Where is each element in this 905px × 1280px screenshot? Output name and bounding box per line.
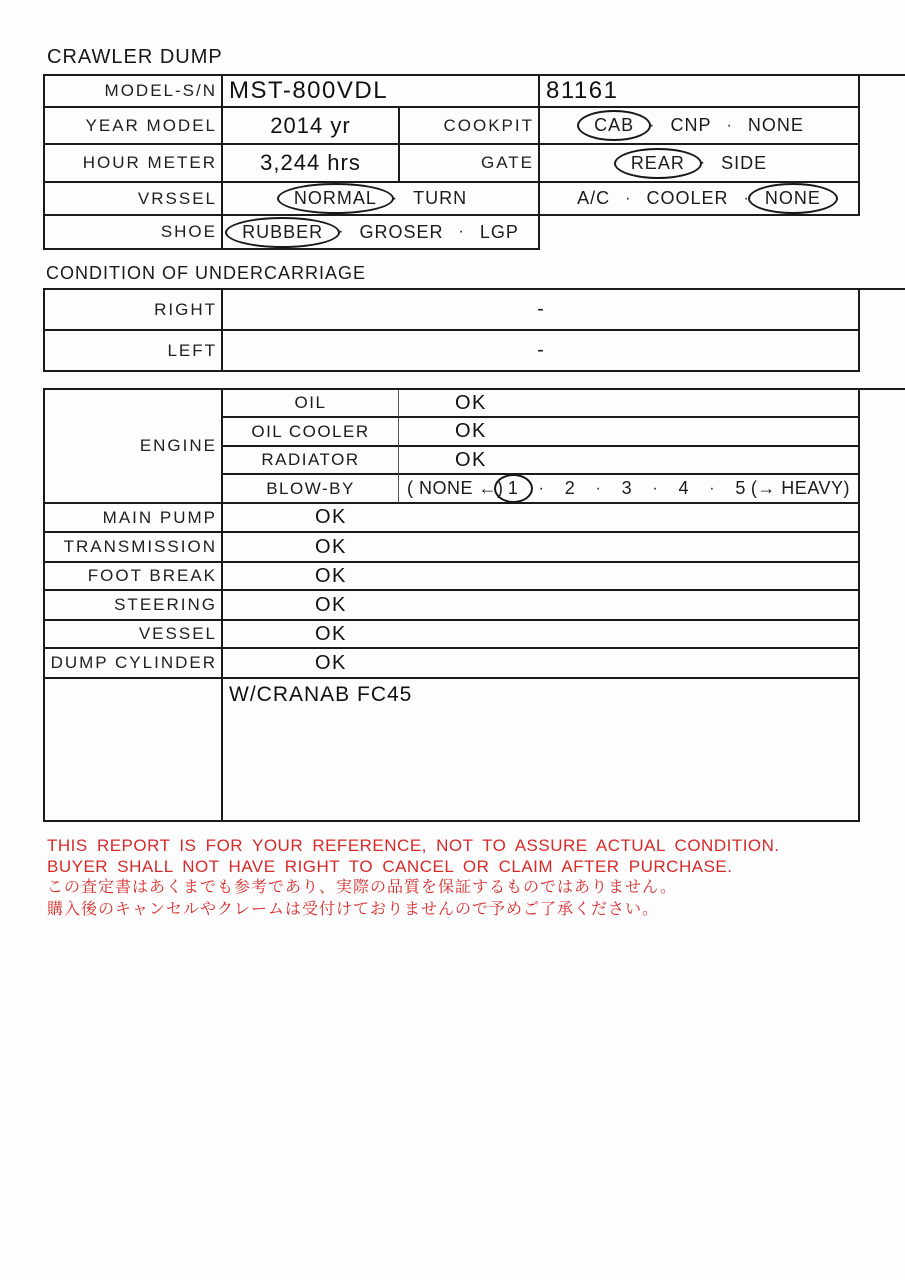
serial-value: 81161 [540, 76, 860, 108]
option-separator: · [652, 479, 659, 497]
undercarriage-right-value: - [223, 290, 860, 331]
remarks-label-cell [45, 679, 223, 822]
undercarriage-left-label: LEFT [45, 331, 223, 372]
inspection-table [43, 388, 905, 822]
option-groser: GROSER [359, 221, 444, 242]
blowby-scale [504, 478, 751, 499]
shoe-label: SHOE [45, 216, 223, 250]
blowby-cell [399, 475, 860, 504]
engine-oil-cooler-value: OK [399, 418, 860, 447]
foot-break-label: FOOT BREAK [45, 563, 223, 591]
vessel-label: VESSEL [45, 621, 223, 649]
option-turn: TURN [413, 188, 468, 208]
hour-meter-value: 3,244 hrs [223, 145, 400, 183]
page-title: CRAWLER DUMP [47, 46, 223, 68]
engine-oil-cooler-label: OIL COOLER [223, 418, 399, 447]
engine-blowby-label: BLOW-BY [223, 475, 399, 504]
option-4: 4 [678, 478, 690, 498]
steering-label: STEERING [45, 591, 223, 621]
option-separator: · [538, 479, 545, 497]
vessel-value: OK [223, 621, 860, 649]
foot-break-value: OK [223, 563, 860, 591]
blowby-none-label: ( NONE ←) [407, 478, 504, 498]
model-value: MST-800VDL [223, 76, 540, 108]
remarks-value: W/CRANAB FC45 [223, 679, 860, 822]
disclaimer-line-3: この査定書はあくまでも参考であり、実際の品質を保証するものではありません。 [47, 879, 677, 896]
vrssel-label: VRSSEL [45, 183, 223, 216]
engine-radiator-value: OK [399, 447, 860, 475]
main-pump-label: MAIN PUMP [45, 504, 223, 533]
option-separator: · [391, 189, 399, 207]
option-separator: · [709, 479, 716, 497]
option-cnp: CNP [670, 115, 712, 135]
undercarriage-right-label: RIGHT [45, 290, 223, 331]
option-separator: · [338, 223, 345, 240]
option-5: 5 [735, 478, 747, 498]
engine-radiator-label: RADIATOR [223, 447, 399, 475]
option-side: SIDE [721, 152, 768, 173]
option-separator: · [595, 479, 602, 497]
option-separator: · [743, 189, 750, 207]
cookpit-options [540, 108, 860, 145]
ac-options [540, 183, 860, 216]
engine-oil-value: OK [399, 390, 860, 418]
blowby-heavy-label: (→ HEAVY) [750, 478, 850, 498]
cookpit-label: COOKPIT [400, 108, 540, 145]
option-a-c: A/C [577, 188, 611, 208]
option-separator: · [649, 116, 656, 134]
option-rear: REAR [630, 152, 685, 173]
option-rubber: RUBBER [242, 221, 324, 242]
option-separator: · [625, 189, 632, 207]
year-value: 2014 yr [223, 108, 400, 145]
option-cab: CAB [594, 115, 635, 135]
dump-cylinder-value: OK [223, 649, 860, 679]
option-cooler: COOLER [646, 188, 729, 208]
dump-cylinder-label: DUMP CYLINDER [45, 649, 223, 679]
spec-table-cutout [540, 216, 860, 250]
option-none: NONE [764, 188, 821, 208]
undercarriage-table [43, 288, 905, 372]
model-sn-label: MODEL-S/N [45, 76, 223, 108]
undercarriage-left-value: - [223, 331, 860, 372]
engine-oil-label: OIL [223, 390, 399, 418]
option-none: NONE [747, 115, 804, 135]
transmission-value: OK [223, 533, 860, 563]
shoe-options [223, 216, 540, 250]
transmission-label: TRANSMISSION [45, 533, 223, 563]
spec-table [43, 74, 905, 250]
disclaimer [47, 835, 905, 921]
option-separator: · [458, 223, 465, 240]
vrssel-options [223, 183, 540, 216]
option-separator: · [726, 116, 733, 134]
main-pump-value: OK [223, 504, 860, 533]
year-model-label: YEAR MODEL [45, 108, 223, 145]
undercarriage-heading: CONDITION OF UNDERCARRIAGE [46, 263, 367, 283]
engine-label: ENGINE [45, 390, 223, 504]
disclaimer-line-4: 購入後のキャンセルやクレームは受付けておりませんので予めご了承ください。 [47, 901, 660, 918]
hour-meter-label: HOUR METER [45, 145, 223, 183]
disclaimer-line-2: BUYER SHALL NOT HAVE RIGHT TO CANCEL OR CLAIM AFTER PURCHASE. [47, 857, 733, 876]
option-separator: · [699, 154, 707, 171]
disclaimer-line-1: THIS REPORT IS FOR YOUR REFERENCE, NOT TO ASSURE ACTUAL CONDITION. [47, 836, 780, 855]
steering-value: OK [223, 591, 860, 621]
option-lgp: LGP [479, 221, 519, 242]
option-normal: NORMAL [293, 188, 377, 208]
option-2: 2 [564, 478, 576, 498]
option-1: 1 [507, 478, 519, 498]
gate-options [540, 145, 860, 183]
option-3: 3 [621, 478, 633, 498]
gate-label: GATE [400, 145, 540, 183]
